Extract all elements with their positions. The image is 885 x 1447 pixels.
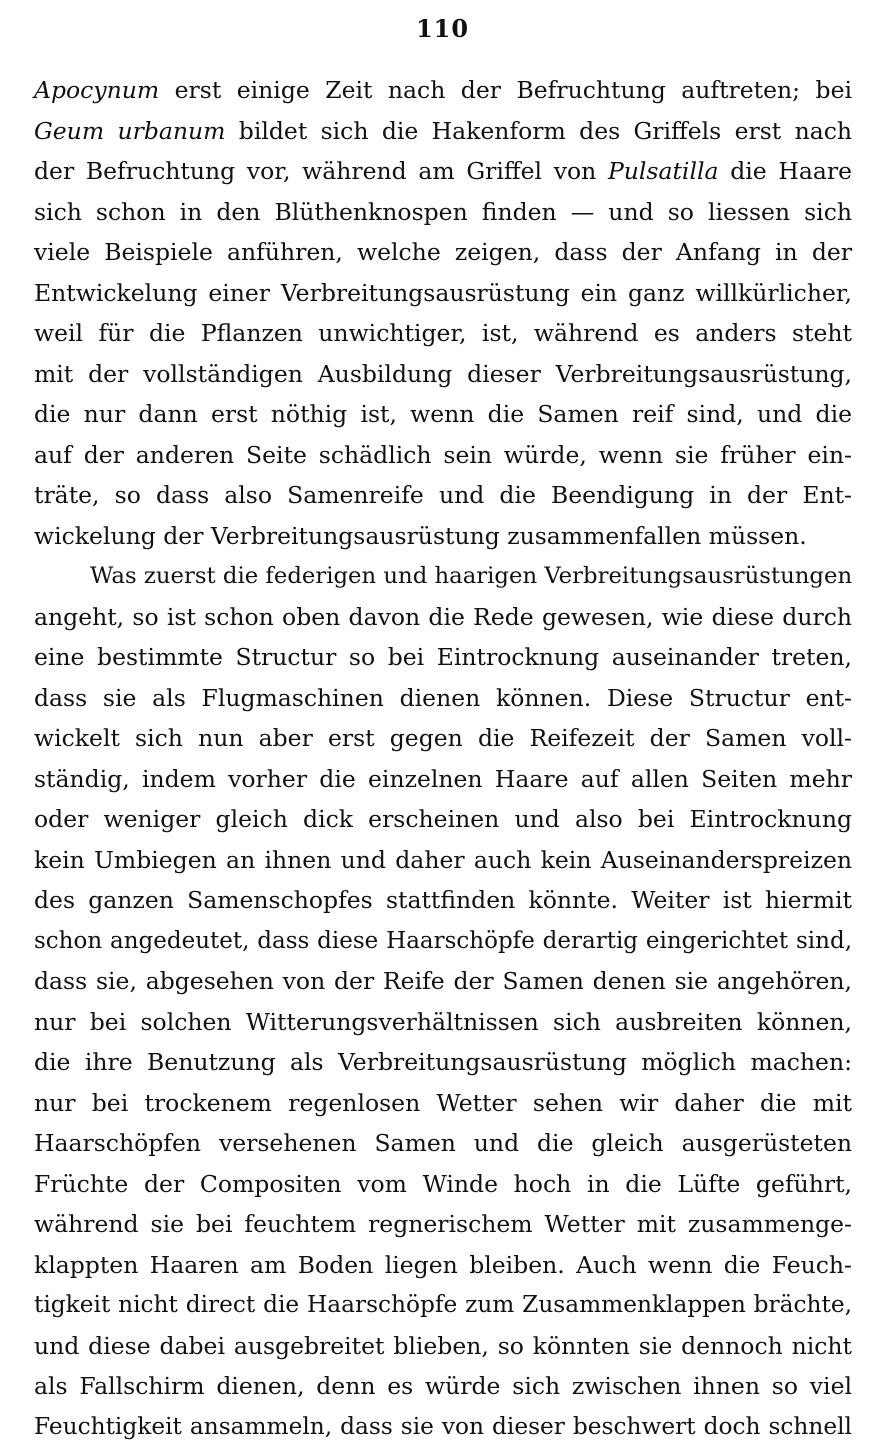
italic-term: Pulsatilla xyxy=(608,157,719,185)
paragraph-start-line: Was zuerst die federigen und haarigen Verbreitungsausrüstungen xyxy=(34,556,852,597)
text-line: wickelt sich nun aber erst gegen die Reifezeit der Samen voll- xyxy=(34,718,852,759)
text-line: Entwickelung einer Verbreitungsausrüstung ein ganz willkürlicher, xyxy=(34,273,852,314)
text-line: dass sie als Flugmaschinen dienen können. Diese Structur ent- xyxy=(34,678,852,719)
text-line: Geum urbanum bildet sich die Hakenform des Griffels erst nach xyxy=(34,111,852,152)
text-line: dass sie, abgesehen von der Reife der Samen denen sie angehören, xyxy=(34,961,852,1002)
italic-term: Geum urbanum xyxy=(34,117,225,145)
page-number: 110 xyxy=(0,14,885,43)
text-line: der Befruchtung vor, während am Griffel von Pulsatilla die Haare xyxy=(34,151,852,192)
text-line: des ganzen Samenschopfes stattfinden könnte. Weiter ist hiermit xyxy=(34,880,852,921)
text-line: Feuchtigkeit ansammeln, dass sie von dieser beschwert doch schnell xyxy=(34,1407,852,1447)
text-line: als Fallschirm dienen, denn es würde sich zwischen ihnen so viel xyxy=(34,1366,852,1407)
text-line: die ihre Benutzung als Verbreitungsausrüstung möglich machen: xyxy=(34,1042,852,1083)
text-line: auf der anderen Seite schädlich sein würde, wenn sie früher ein- xyxy=(34,435,852,476)
text-line: Haarschöpfen versehenen Samen und die gleich ausgerüsteten xyxy=(34,1123,852,1164)
text-line: mit der vollständigen Ausbildung dieser Verbreitungsausrüstung, xyxy=(34,354,852,395)
italic-term: Apocynum xyxy=(34,76,159,104)
text-line: oder weniger gleich dick erscheinen und also bei Eintrocknung xyxy=(34,799,852,840)
text-line: wickelung der Verbreitungsausrüstung zusammenfallen müssen. xyxy=(34,516,852,557)
text-line: angeht, so ist schon oben davon die Rede gewesen, wie diese durch xyxy=(34,597,852,638)
text-line: viele Beispiele anführen, welche zeigen, dass der Anfang in der xyxy=(34,232,852,273)
text-line: sich schon in den Blüthenknospen finden — und so liessen sich xyxy=(34,192,852,233)
text-line: die nur dann erst nöthig ist, wenn die Samen reif sind, und die xyxy=(34,394,852,435)
text-line: weil für die Pflanzen unwichtiger, ist, während es anders steht xyxy=(34,313,852,354)
text-line: träte, so dass also Samenreife und die Beendigung in der Ent- xyxy=(34,475,852,516)
text-line: nur bei trockenem regenlosen Wetter sehen wir daher die mit xyxy=(34,1083,852,1124)
text-line: tigkeit nicht direct die Haarschöpfe zum Zusammenklappen brächte, xyxy=(34,1285,852,1326)
text-line: Früchte der Compositen vom Winde hoch in die Lüfte geführt, xyxy=(34,1164,852,1205)
text-line: während sie bei feuchtem regnerischem Wetter mit zusammenge- xyxy=(34,1204,852,1245)
text-line: nur bei solchen Witterungsverhältnissen sich ausbreiten können, xyxy=(34,1002,852,1043)
text-line: schon angedeutet, dass diese Haarschöpfe derartig eingerichtet sind, xyxy=(34,921,852,962)
body-text xyxy=(34,70,852,1447)
text-line: eine bestimmte Structur so bei Eintrocknung auseinander treten, xyxy=(34,637,852,678)
text-line: ständig, indem vorher die einzelnen Haare auf allen Seiten mehr xyxy=(34,759,852,800)
text-line: und diese dabei ausgebreitet blieben, so könnten sie dennoch nicht xyxy=(34,1326,852,1367)
text-line: Apocynum erst einige Zeit nach der Befruchtung auftreten; bei xyxy=(34,70,852,111)
text-line: kein Umbiegen an ihnen und daher auch kein Auseinanderspreizen xyxy=(34,840,852,881)
text-line: klappten Haaren am Boden liegen bleiben. Auch wenn die Feuch- xyxy=(34,1245,852,1286)
